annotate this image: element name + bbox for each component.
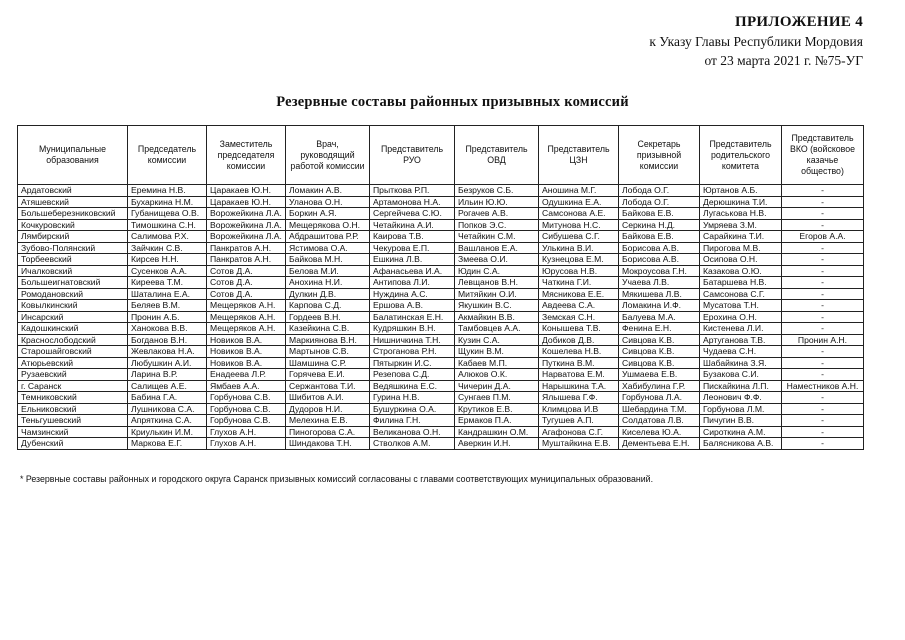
- table-cell: Строганова Р.Н.: [370, 346, 455, 358]
- table-cell: Горбунова С.В.: [207, 403, 286, 415]
- table-cell: Резепова С.Д.: [370, 369, 455, 381]
- table-cell: Сотов Д.А.: [207, 265, 286, 277]
- municipality-cell: Ковылкинский: [18, 300, 128, 312]
- table-cell: Сивцова К.В.: [619, 357, 700, 369]
- table-cell: Улькина В.И.: [539, 242, 619, 254]
- table-cell: Конышева Т.В.: [539, 323, 619, 335]
- table-cell: Одушкина Е.А.: [539, 196, 619, 208]
- table-cell: Чекурова Е.П.: [370, 242, 455, 254]
- table-cell: Еремина Н.В.: [128, 185, 207, 197]
- table-row: [18, 346, 864, 358]
- table-cell: Панкратов А.Н.: [207, 254, 286, 266]
- table-cell: Митяйкин О.И.: [455, 288, 539, 300]
- table-cell: Чаткина Г.И.: [539, 277, 619, 289]
- table-cell: Беляев В.М.: [128, 300, 207, 312]
- table-cell: -: [782, 196, 864, 208]
- table-row: [18, 323, 864, 335]
- table-cell: Умряева З.М.: [700, 219, 782, 231]
- table-row: [18, 231, 864, 243]
- table-cell: Митунова Н.С.: [539, 219, 619, 231]
- table-cell: Прыткова Р.П.: [370, 185, 455, 197]
- table-cell: Горячева Е.И.: [286, 369, 370, 381]
- table-cell: Шабайкина З.Я.: [700, 357, 782, 369]
- table-cell: Путкина В.М.: [539, 357, 619, 369]
- table-cell: Муштайкина Е.В.: [539, 438, 619, 450]
- table-cell: -: [782, 311, 864, 323]
- table-cell: Пирогова М.В.: [700, 242, 782, 254]
- table-cell: -: [782, 323, 864, 335]
- table-cell: Авдеева С.А.: [539, 300, 619, 312]
- table-cell: Хабибулина Г.Р.: [619, 380, 700, 392]
- table-cell: Ямбаев А.А.: [207, 380, 286, 392]
- table-cell: Бухаркина Н.М.: [128, 196, 207, 208]
- table-cell: Учаева Л.В.: [619, 277, 700, 289]
- municipality-cell: г. Саранск: [18, 380, 128, 392]
- table-cell: Абдрашитова Р.Р.: [286, 231, 370, 243]
- table-cell: Сарайкина Т.И.: [700, 231, 782, 243]
- table-cell: Горбунова Л.А.: [619, 392, 700, 404]
- municipality-cell: Ельниковский: [18, 403, 128, 415]
- table-cell: Гурина Н.В.: [370, 392, 455, 404]
- table-row: [18, 426, 864, 438]
- table-row: [18, 242, 864, 254]
- municipality-cell: Кочкуровский: [18, 219, 128, 231]
- table-cell: Байкова М.Н.: [286, 254, 370, 266]
- table-cell: Лугаськова Н.В.: [700, 208, 782, 220]
- table-row: [18, 208, 864, 220]
- table-cell: Мещеряков А.Н.: [207, 311, 286, 323]
- table-cell: Белова М.И.: [286, 265, 370, 277]
- table-cell: Новиков В.А.: [207, 334, 286, 346]
- table-cell: Шебардина Т.М.: [619, 403, 700, 415]
- table-cell: Енадеева Л.Р.: [207, 369, 286, 381]
- column-header: Заместитель председателя комиссии: [207, 126, 286, 185]
- table-cell: Аношина М.Г.: [539, 185, 619, 197]
- table-cell: Мясникова Е.Е.: [539, 288, 619, 300]
- footnote: * Резервные составы районных и городского округа Саранск призывных комиссий согласованы с главами соответствующих муниципальных образований.: [20, 474, 654, 484]
- table-cell: Ханокова В.В.: [128, 323, 207, 335]
- table-header-row: [18, 126, 864, 185]
- table-cell: Ильин Ю.Ю.: [455, 196, 539, 208]
- table-cell: Ворожейкина Л.А.: [207, 231, 286, 243]
- municipality-cell: Старошайговский: [18, 346, 128, 358]
- table-row: [18, 185, 864, 197]
- table-cell: Сивцова К.В.: [619, 334, 700, 346]
- table-row: [18, 357, 864, 369]
- table-cell: Ушмаева Е.В.: [619, 369, 700, 381]
- table-cell: Балуева М.А.: [619, 311, 700, 323]
- table-cell: -: [782, 357, 864, 369]
- table-cell: -: [782, 288, 864, 300]
- decree-date: от 23 марта 2021 г. №75-УГ: [704, 53, 863, 68]
- table-cell: Пятыркин И.С.: [370, 357, 455, 369]
- table-cell: Стволков А.М.: [370, 438, 455, 450]
- table-cell: Шиндакова Т.Н.: [286, 438, 370, 450]
- municipality-cell: Рузаевский: [18, 369, 128, 381]
- municipality-cell: Ичалковский: [18, 265, 128, 277]
- table-cell: Дудоров Н.И.: [286, 403, 370, 415]
- table-row: [18, 403, 864, 415]
- table-cell: Апряткина С.А.: [128, 415, 207, 427]
- table-cell: Щукин В.М.: [455, 346, 539, 358]
- table-cell: Осипова О.Н.: [700, 254, 782, 266]
- table-cell: Шамшина С.Р.: [286, 357, 370, 369]
- municipality-cell: Большеигнатовский: [18, 277, 128, 289]
- table-cell: -: [782, 415, 864, 427]
- table-cell: Артамонова Н.А.: [370, 196, 455, 208]
- table-cell: Борисова А.В.: [619, 242, 700, 254]
- table-cell: Боркин А.Я.: [286, 208, 370, 220]
- table-cell: -: [782, 403, 864, 415]
- column-header: Представитель ОВД: [455, 126, 539, 185]
- table-cell: Мелехина Е.В.: [286, 415, 370, 427]
- table-cell: Ворожейкина Л.А.: [207, 208, 286, 220]
- table-cell: Добиков Д.В.: [539, 334, 619, 346]
- table-cell: Борисова А.В.: [619, 254, 700, 266]
- table-cell: Попков Э.С.: [455, 219, 539, 231]
- column-header: Представитель РУО: [370, 126, 455, 185]
- appendix-label: ПРИЛОЖЕНИЕ 4: [735, 14, 863, 30]
- table-cell: Балясникова А.В.: [700, 438, 782, 450]
- table-cell: Ворожейкина Л.А.: [207, 219, 286, 231]
- table-cell: Пронин А.Б.: [128, 311, 207, 323]
- column-header: Представитель ВКО (войсковое казачье общество): [782, 126, 864, 185]
- table-cell: -: [782, 265, 864, 277]
- table-cell: Солдатова Л.В.: [619, 415, 700, 427]
- table-cell: Тамбовцев А.А.: [455, 323, 539, 335]
- table-cell: Кузин С.А.: [455, 334, 539, 346]
- table-cell: Сусенков А.А.: [128, 265, 207, 277]
- table-cell: Ялышева Г.Ф.: [539, 392, 619, 404]
- municipality-cell: Ромодановский: [18, 288, 128, 300]
- table-cell: Пискайкина Л.П.: [700, 380, 782, 392]
- table-cell: Богданов В.Н.: [128, 334, 207, 346]
- table-cell: Лобода О.Г.: [619, 196, 700, 208]
- table-cell: Афанасьева И.А.: [370, 265, 455, 277]
- table-cell: Четайкин С.М.: [455, 231, 539, 243]
- table-cell: Киреева Т.М.: [128, 277, 207, 289]
- table-cell: Крутиков Е.В.: [455, 403, 539, 415]
- table-cell: Панкратов А.Н.: [207, 242, 286, 254]
- table-cell: Мещеряков А.Н.: [207, 300, 286, 312]
- table-cell: Маркова Е.Г.: [128, 438, 207, 450]
- table-cell: Дерюшкина Т.И.: [700, 196, 782, 208]
- table-row: [18, 334, 864, 346]
- table-cell: -: [782, 242, 864, 254]
- table-cell: Климцова И.В: [539, 403, 619, 415]
- municipality-cell: Темниковский: [18, 392, 128, 404]
- table-cell: Тимошкина С.Н.: [128, 219, 207, 231]
- table-cell: Сироткина А.М.: [700, 426, 782, 438]
- table-cell: Сибушева С.Г.: [539, 231, 619, 243]
- municipality-cell: Атюрьевский: [18, 357, 128, 369]
- table-cell: Глухов А.Н.: [207, 426, 286, 438]
- table-cell: -: [782, 277, 864, 289]
- table-cell: Батаршева Н.В.: [700, 277, 782, 289]
- table-cell: Юртанов А.Б.: [700, 185, 782, 197]
- table-cell: Ломакин А.В.: [286, 185, 370, 197]
- table-cell: Ведяшкина Е.С.: [370, 380, 455, 392]
- table-cell: Шаталина Е.А.: [128, 288, 207, 300]
- table-cell: Кошелева Н.В.: [539, 346, 619, 358]
- municipality-cell: Дубенский: [18, 438, 128, 450]
- table-cell: Филина Г.Н.: [370, 415, 455, 427]
- table-cell: Горбунова С.В.: [207, 415, 286, 427]
- table-row: [18, 277, 864, 289]
- table-row: [18, 288, 864, 300]
- table-cell: Акмайкин В.В.: [455, 311, 539, 323]
- document-header: [649, 14, 863, 69]
- table-cell: Пиногорова С.А.: [286, 426, 370, 438]
- table-cell: Кабаев М.П.: [455, 357, 539, 369]
- table-cell: Балатинская Е.Н.: [370, 311, 455, 323]
- column-header: Муниципальные образования: [18, 126, 128, 185]
- table-cell: Царакаев Ю.Н.: [207, 185, 286, 197]
- table-cell: Мякишева Л.В.: [619, 288, 700, 300]
- table-cell: Чудаева С.Н.: [700, 346, 782, 358]
- table-cell: Юрусова Н.В.: [539, 265, 619, 277]
- table-cell: Бузакова С.И.: [700, 369, 782, 381]
- table-cell: Вашланов Е.А.: [455, 242, 539, 254]
- table-cell: Жевлакова Н.А.: [128, 346, 207, 358]
- table-cell: Гордеев В.Н.: [286, 311, 370, 323]
- table-cell: Мещеряков А.Н.: [207, 323, 286, 335]
- table-cell: Мартынов С.В.: [286, 346, 370, 358]
- table-cell: Ешкина Л.В.: [370, 254, 455, 266]
- table-cell: Артуганова Т.В.: [700, 334, 782, 346]
- table-cell: -: [782, 208, 864, 220]
- table-cell: -: [782, 438, 864, 450]
- column-header: Секретарь призывной комиссии: [619, 126, 700, 185]
- table-row: [18, 438, 864, 450]
- municipality-cell: Инсарский: [18, 311, 128, 323]
- table-cell: Криулькин И.М.: [128, 426, 207, 438]
- table-cell: Нуждина А.С.: [370, 288, 455, 300]
- table-row: [18, 311, 864, 323]
- table-cell: Губанищева О.В.: [128, 208, 207, 220]
- column-header: Председатель комиссии: [128, 126, 207, 185]
- table-cell: Дементьева Е.Н.: [619, 438, 700, 450]
- column-header: Представитель ЦЗН: [539, 126, 619, 185]
- municipality-cell: Лямбирский: [18, 231, 128, 243]
- table-cell: Пронин А.Н.: [782, 334, 864, 346]
- table-cell: Карпова С.Д.: [286, 300, 370, 312]
- table-row: [18, 254, 864, 266]
- table-cell: Любушкин А.И.: [128, 357, 207, 369]
- table-cell: Казакова О.Ю.: [700, 265, 782, 277]
- table-row: [18, 196, 864, 208]
- table-cell: Сергейчева С.Ю.: [370, 208, 455, 220]
- table-cell: Сержантова Т.И.: [286, 380, 370, 392]
- table-cell: Великанова О.Н.: [370, 426, 455, 438]
- table-cell: Нарышкина Т.А.: [539, 380, 619, 392]
- table-body: [18, 185, 864, 450]
- table-cell: Тугушев А.П.: [539, 415, 619, 427]
- table-cell: Дулкин Д.В.: [286, 288, 370, 300]
- table-cell: Самсонова С.Г.: [700, 288, 782, 300]
- table-cell: Ястимова О.А.: [286, 242, 370, 254]
- table-row: [18, 300, 864, 312]
- municipality-cell: Атяшевский: [18, 196, 128, 208]
- table-cell: Сотов Д.А.: [207, 288, 286, 300]
- table-cell: Ерохина О.Н.: [700, 311, 782, 323]
- decree-reference: к Указу Главы Республики Мордовия: [649, 34, 863, 49]
- table-cell: Сунгаев П.М.: [455, 392, 539, 404]
- table-cell: Рогачев А.В.: [455, 208, 539, 220]
- municipality-cell: Торбеевский: [18, 254, 128, 266]
- table-cell: Казейкина С.В.: [286, 323, 370, 335]
- table-cell: Салищев А.Е.: [128, 380, 207, 392]
- table-cell: Фенина Е.Н.: [619, 323, 700, 335]
- table-cell: Безруков С.Б.: [455, 185, 539, 197]
- table-cell: Шибитов А.И.: [286, 392, 370, 404]
- table-cell: -: [782, 254, 864, 266]
- table-cell: -: [782, 346, 864, 358]
- table-cell: Аверкин И.Н.: [455, 438, 539, 450]
- table-cell: Земская С.Н.: [539, 311, 619, 323]
- municipality-cell: Кадошкинский: [18, 323, 128, 335]
- table-cell: Нарватова Е.М.: [539, 369, 619, 381]
- table-cell: Кузнецова Е.М.: [539, 254, 619, 266]
- commission-table: [17, 125, 864, 450]
- table-cell: Агафонова С.Г.: [539, 426, 619, 438]
- municipality-cell: Краснослободский: [18, 334, 128, 346]
- table-cell: Змеева О.И.: [455, 254, 539, 266]
- table-cell: Лобода О.Г.: [619, 185, 700, 197]
- table-cell: -: [782, 392, 864, 404]
- column-header: Представитель родительского комитета: [700, 126, 782, 185]
- table-cell: -: [782, 426, 864, 438]
- table-cell: Ломакина И.Ф.: [619, 300, 700, 312]
- table-cell: Байкова Е.В.: [619, 231, 700, 243]
- table-cell: Царакаев Ю.Н.: [207, 196, 286, 208]
- table-cell: Левщанов В.Н.: [455, 277, 539, 289]
- table-row: [18, 415, 864, 427]
- table-cell: Бушуркина О.А.: [370, 403, 455, 415]
- table-cell: Лушникова С.А.: [128, 403, 207, 415]
- table-row: [18, 219, 864, 231]
- municipality-cell: Чамзинский: [18, 426, 128, 438]
- table-cell: -: [782, 219, 864, 231]
- table-cell: Якушкин В.С.: [455, 300, 539, 312]
- table-cell: Четайкина А.И.: [370, 219, 455, 231]
- table-cell: Киселева Ю.А.: [619, 426, 700, 438]
- table-cell: Егоров А.А.: [782, 231, 864, 243]
- table-cell: Ершова А.В.: [370, 300, 455, 312]
- table-row: [18, 392, 864, 404]
- table-row: [18, 380, 864, 392]
- table-cell: Новиков В.А.: [207, 357, 286, 369]
- table-row: [18, 369, 864, 381]
- table-cell: Пичугин В.В.: [700, 415, 782, 427]
- table-cell: Бабина Г.А.: [128, 392, 207, 404]
- table-cell: Зайчкин С.В.: [128, 242, 207, 254]
- table-cell: Анохина Н.И.: [286, 277, 370, 289]
- table-cell: Байкова Е.В.: [619, 208, 700, 220]
- municipality-cell: Зубово-Полянский: [18, 242, 128, 254]
- table-cell: Горбунова Л.М.: [700, 403, 782, 415]
- table-cell: Маркиянова В.Н.: [286, 334, 370, 346]
- table-cell: Ларина В.Р.: [128, 369, 207, 381]
- table-cell: Горбунова С.В.: [207, 392, 286, 404]
- municipality-cell: Большеберезниковский: [18, 208, 128, 220]
- table-cell: Серкина Н.Д.: [619, 219, 700, 231]
- table-cell: Самсонова А.Е.: [539, 208, 619, 220]
- table-cell: Юдин С.А.: [455, 265, 539, 277]
- table-cell: Салимова Р.Х.: [128, 231, 207, 243]
- table-cell: -: [782, 300, 864, 312]
- table-cell: Уланова О.Н.: [286, 196, 370, 208]
- table-cell: Леонович Ф.Ф.: [700, 392, 782, 404]
- table-cell: Мокроусова Г.Н.: [619, 265, 700, 277]
- table-cell: Сивцова К.В.: [619, 346, 700, 358]
- table-cell: Кистенева Л.И.: [700, 323, 782, 335]
- table-cell: -: [782, 369, 864, 381]
- table-cell: Каирова Т.В.: [370, 231, 455, 243]
- column-header: Врач, руководящий работой комиссии: [286, 126, 370, 185]
- table-cell: Кандрашкин О.М.: [455, 426, 539, 438]
- table-cell: Чичерин Д.А.: [455, 380, 539, 392]
- table-cell: Наместников А.Н.: [782, 380, 864, 392]
- table-cell: Глухов А.Н.: [207, 438, 286, 450]
- document-title: Резервные составы районных призывных комиссий: [276, 94, 629, 110]
- table-cell: Мусатова Т.Н.: [700, 300, 782, 312]
- table-cell: Алюков О.К.: [455, 369, 539, 381]
- table-cell: Антипова Л.И.: [370, 277, 455, 289]
- table-cell: Новиков В.А.: [207, 346, 286, 358]
- table-cell: Кудряшкин В.Н.: [370, 323, 455, 335]
- municipality-cell: Ардатовский: [18, 185, 128, 197]
- table-cell: Мещерякова О.Н.: [286, 219, 370, 231]
- municipality-cell: Теньгушевский: [18, 415, 128, 427]
- table-cell: -: [782, 185, 864, 197]
- table-cell: Нишничкина Т.Н.: [370, 334, 455, 346]
- table-row: [18, 265, 864, 277]
- table-cell: Сотов Д.А.: [207, 277, 286, 289]
- table-cell: Ермаков П.А.: [455, 415, 539, 427]
- table-cell: Кирсев Н.Н.: [128, 254, 207, 266]
